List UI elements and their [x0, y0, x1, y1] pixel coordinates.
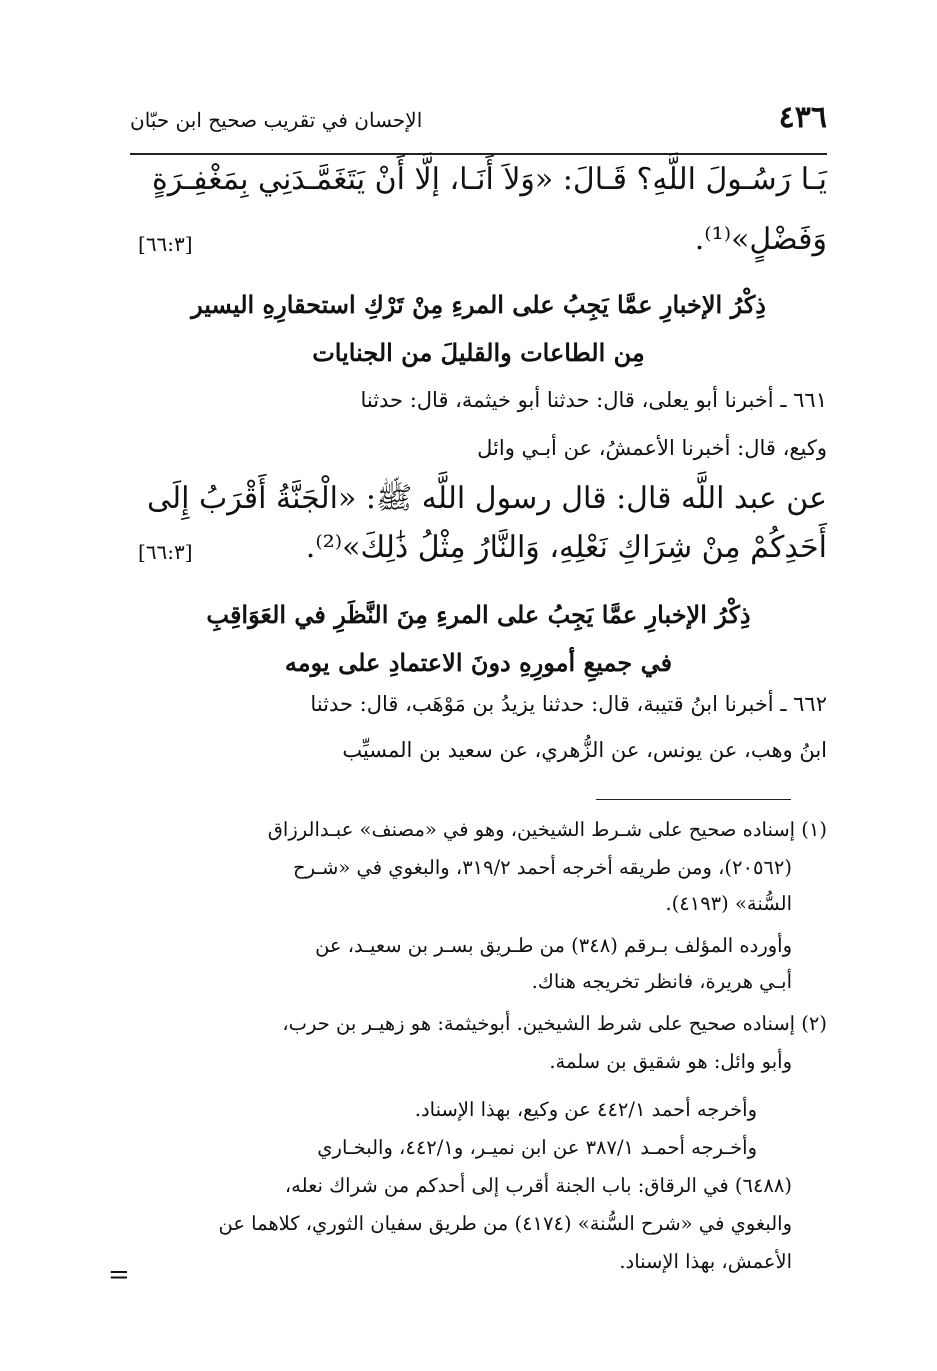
footnote-line: وأبو وائل: هو شقيق بن سلمة.: [549, 1050, 792, 1073]
chapter-heading: مِن الطاعات والقليلَ من الجنايات: [312, 338, 645, 367]
chapter-heading: في جميعِ أمورِهِ دونَ الاعتمادِ على يومه: [284, 648, 673, 677]
footnote-line: أبـي هريرة، فانظر تخريجه هناك.: [531, 970, 792, 993]
footnote-rule: [596, 799, 791, 800]
footnote-line: (٢) إسناده صحيح على شرط الشيخين. أبوخيثمة: هو زهيـر بن حرب،: [282, 1012, 827, 1035]
page-number: ٤٣٦: [778, 100, 827, 135]
hadith-chain-line: ٦٦١ ـ أخبرنا أبو يعلى، قال: حدثنا أبو خيثمة، قال: حدثنا: [360, 388, 827, 412]
footnote-line: الأعمش، بهذا الإسناد.: [619, 1250, 792, 1273]
footnote-line: السُّنة» (٤١٩٣).: [665, 892, 792, 915]
hadith-chain-line: ابنُ وهب، عن يونس، عن الزُّهري، عن سعيد بن المسيِّب: [342, 738, 827, 762]
footnote-line: (٢٠٥٦٢)، ومن طريقه أخرجه أحمد ٣١٩/٢، والبغوي في «شـرح: [292, 856, 792, 879]
footnote-line: وأخرجه أحمد ٤٤٢/١ عن وكيع، بهذا الإسناد.: [414, 1098, 757, 1121]
footnote-line: والبغوي في «شرح السُّنة» (٤١٧٤) من طريق سفيان الثوري، كلاهما عن: [218, 1212, 792, 1235]
footnote-line: وأورده المؤلف بـرقم (٣٤٨) من طـريق بسـر بن سعيـد، عن: [315, 934, 792, 957]
footnote-line: (٦٤٨٨) في الرقاق: باب الجنة أقرب إلى أحدكم من شراك نعله،: [284, 1174, 792, 1197]
hadith-reference: [٦٦:٣]: [138, 232, 193, 256]
hadith-text-line: أَحَدِكُمْ مِنْ شِرَاكِ نَعْلِهِ، وَالنَّارُ مِثْلُ ذَٰلِكَ»⁽²⁾.: [305, 530, 827, 565]
continuation-mark: =: [108, 1260, 130, 1290]
hadith-chain-line: ٦٦٢ ـ أخبرنا ابنُ قتيبة، قال: حدثنا يزيدُ بن مَوْهَب، قال: حدثنا: [310, 692, 827, 716]
hadith-chain-line: وكيع، قال: أخبرنا الأعمشُ، عن أبـي وائل: [477, 436, 827, 460]
footnote-line: (١) إسناده صحيح على شـرط الشيخين، وهو في «مصنف» عبـدالرزاق: [267, 818, 827, 841]
chapter-heading: ذِكْرُ الإخبارِ عمَّا يَجِبُ على المرءِ مِنَ النَّظَرِ في العَوَاقِبِ: [206, 600, 751, 629]
hadith-text-line: يَـا رَسُـولَ اللَّهِ؟ قَـالَ: «وَلاَ أَنَـا، إلَّا أَنْ يَتَغَمَّـدَنِي بِمَغْفِـرَةٍ: [152, 162, 827, 197]
hadith-text-line: عن عبد اللَّه قال: قال رسول اللَّه ﷺ: «الْجَنَّةُ أَقْرَبُ إِلَى: [147, 481, 827, 516]
hadith-reference: [٦٦:٣]: [138, 540, 193, 564]
hadith-text-line: وَفَضْلٍ»⁽¹⁾.: [694, 222, 827, 257]
footnote-line: وأخـرجه أحمـد ٣٨٧/١ عن ابن نميـر، و٤٤٢/١، والبخـاري: [317, 1136, 757, 1159]
running-title: الإحسان في تقريب صحيح ابن حبّان: [130, 108, 423, 132]
chapter-heading: ذِكْرُ الإخبارِ عمَّا يَجِبُ على المرءِ مِنْ تَرْكِ استحقارِهِ اليسير: [191, 290, 766, 319]
header-rule: [130, 153, 827, 155]
